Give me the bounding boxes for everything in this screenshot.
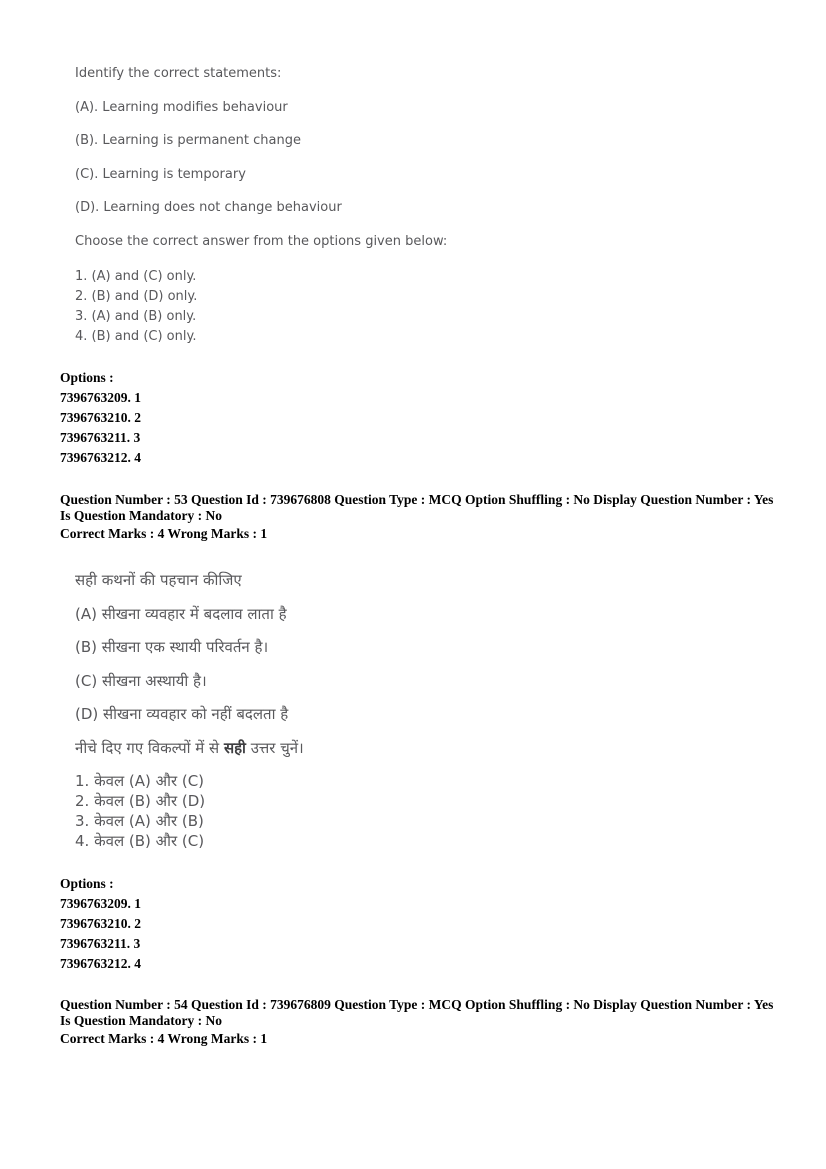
- question-meta-marks: Correct Marks : 4 Wrong Marks : 1: [60, 526, 268, 541]
- choose-line: Choose the correct answer from the options given below:: [75, 233, 448, 249]
- question-54-header: [60, 997, 773, 1047]
- option-id-3: 7396763211. 3: [60, 936, 141, 951]
- question-meta-line2: Is Question Mandatory : No: [60, 1012, 223, 1028]
- option-id-1: 7396763209. 1: [60, 390, 141, 405]
- choice-1: 1. (A) and (C) only.: [75, 269, 197, 284]
- option-id-3: 7396763211. 3: [60, 430, 141, 445]
- option-id-1: 7396763209. 1: [60, 896, 141, 911]
- statement-c-hindi: (C) सीखना अस्थायी है।: [75, 671, 207, 690]
- question-meta-marks: Correct Marks : 4 Wrong Marks : 1: [60, 1031, 268, 1046]
- choose-line-hindi: [75, 738, 304, 758]
- statement-d-hindi: (D) सीखना व्यवहार को नहीं बदलता है: [75, 705, 289, 723]
- statement-a: (A). Learning modifies behaviour: [75, 99, 288, 115]
- choose-bold-hindi: सही: [223, 738, 246, 757]
- choose-suffix-hindi: उत्तर चुनें।: [245, 738, 304, 757]
- choice-3: 3. (A) and (B) only.: [75, 309, 197, 324]
- choice-2: 2. (B) and (D) only.: [75, 289, 198, 304]
- question-meta-line2: Is Question Mandatory : No: [60, 507, 223, 523]
- statement-c: (C). Learning is temporary: [75, 166, 246, 182]
- option-id-4: 7396763212. 4: [60, 450, 141, 465]
- options-label: Options :: [60, 876, 114, 891]
- choose-prefix-hindi: नीचे दिए गए विकल्पों में से: [75, 738, 224, 757]
- question-intro-hindi: सही कथनों की पहचान कीजिए: [75, 571, 242, 589]
- question-meta-line1: Question Number : 54 Question Id : 739676809 Question Type : MCQ Option Shuffling : No Display Question Number : Yes: [60, 997, 774, 1012]
- options-block-2: [60, 874, 141, 974]
- option-id-2: 7396763210. 2: [60, 916, 141, 931]
- statement-b: (B). Learning is permanent change: [75, 133, 301, 148]
- option-id-2: 7396763210. 2: [60, 410, 141, 425]
- choice-2-hindi: 2. केवल (B) और (D): [75, 792, 206, 810]
- question-hindi-block: [75, 570, 304, 851]
- statement-b-hindi: (B) सीखना एक स्थायी परिवर्तन है।: [75, 638, 269, 656]
- choice-1-hindi: 1. केवल (A) और (C): [75, 772, 205, 790]
- choice-3-hindi: 3. केवल (A) और (B): [75, 812, 204, 830]
- statement-a-hindi: (A) सीखना व्यवहार में बदलाव लाता है: [75, 604, 287, 623]
- question-english-block: [75, 66, 447, 347]
- question-53-header: [60, 492, 773, 542]
- question-intro: Identify the correct statements:: [75, 66, 282, 81]
- choice-4-hindi: 4. केवल (B) और (C): [75, 832, 205, 850]
- statement-d: (D). Learning does not change behaviour: [75, 200, 342, 215]
- options-label: Options :: [60, 370, 114, 385]
- question-meta-line1: Question Number : 53 Question Id : 739676808 Question Type : MCQ Option Shuffling : No Display Question Number : Yes: [60, 492, 774, 507]
- options-block-1: [60, 368, 141, 468]
- option-id-4: 7396763212. 4: [60, 956, 141, 971]
- choice-4: 4. (B) and (C) only.: [75, 329, 197, 344]
